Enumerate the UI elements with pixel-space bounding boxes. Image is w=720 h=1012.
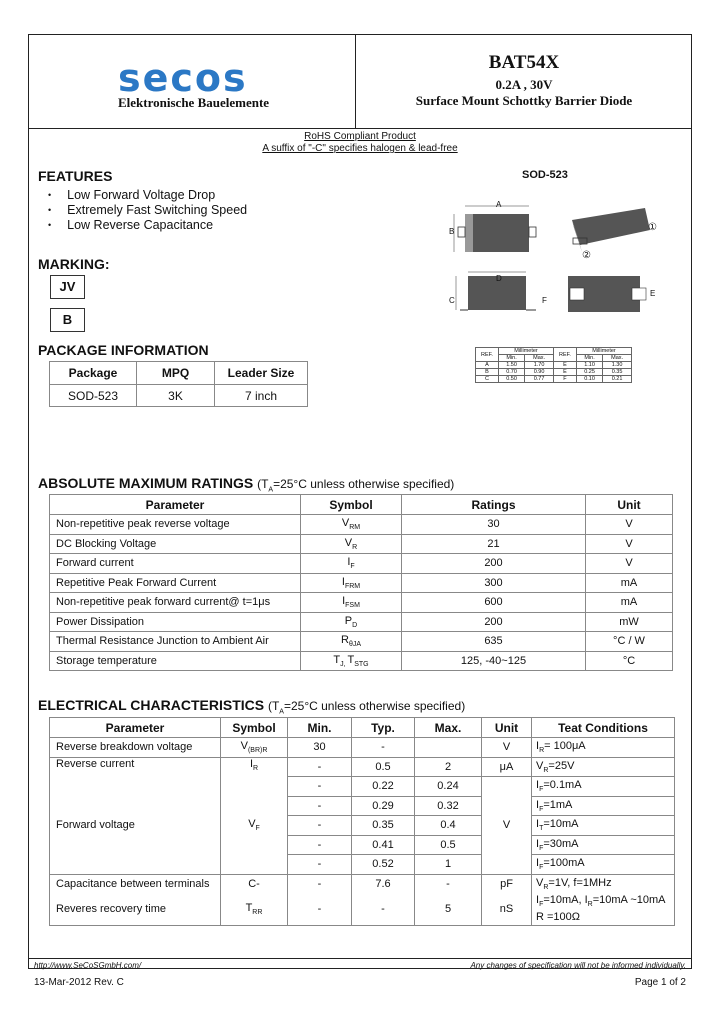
package-header: Package xyxy=(50,362,137,385)
footer-notice: Any changes of specification will not be informed individually. xyxy=(470,961,686,970)
amr-row: Non-repetitive peak forward current@ t=1μs $I_{FSM}$ 600 mA xyxy=(50,593,673,613)
amr-row: Storage temperature $T_{J,}$ $T_{STG}$ 125, -40~125 °C xyxy=(50,651,673,671)
dim-header: REF. xyxy=(553,348,576,362)
dim-cell: 1.30 xyxy=(603,362,632,369)
dim-cell: E xyxy=(553,369,576,376)
footer-url[interactable]: http://www.SeCoSGmbH.com/ xyxy=(34,961,142,970)
dim-cell: B xyxy=(476,369,499,376)
ec-row: Capacitance between terminals C- - 7.6 - pF $V_R=1V$, f=1MHz xyxy=(50,874,675,893)
ec-header: Typ. xyxy=(352,718,415,738)
ec-header: Min. xyxy=(288,718,352,738)
package-drawing xyxy=(440,190,670,330)
dim-label-d: D xyxy=(496,274,502,283)
dim-cell: 1.70 xyxy=(525,362,554,369)
ec-header: Unit xyxy=(482,718,532,738)
package-cell: 7 inch xyxy=(215,385,308,407)
part-rating: 0.2A , 30V xyxy=(495,77,553,92)
amr-row: Forward current $I_F$ 200 V xyxy=(50,554,673,574)
dim-label-e: E xyxy=(650,289,656,298)
logo: secos xyxy=(118,56,248,100)
dim-cell: E xyxy=(553,362,576,369)
pin-1-label: ① xyxy=(648,222,657,233)
feature-item: • Low Forward Voltage Drop xyxy=(48,188,215,202)
ec-header: Symbol xyxy=(221,718,288,738)
marking-title: MARKING: xyxy=(38,256,110,272)
header-divider xyxy=(28,128,692,129)
dim-cell: 0.77 xyxy=(525,376,554,383)
dim-header: Min. xyxy=(576,355,602,362)
amr-title: ABSOLUTE MAXIMUM RATINGS ($T_A=25^\circ C$ unless otherwise specified) xyxy=(38,475,455,494)
amr-row: Repetitive Peak Forward Current $I_{FRM}$ 300 mA xyxy=(50,573,673,593)
rohs-line-1: RoHS Compliant Product xyxy=(304,131,416,142)
package-cell: 3K xyxy=(137,385,215,407)
dim-header: Millimeter xyxy=(499,348,554,355)
dim-header: Millimeter xyxy=(576,348,631,355)
amr-row: Non-repetitive peak reverse voltage $V_{RM}$ 30 V xyxy=(50,515,673,535)
dim-label-c: C xyxy=(449,296,455,305)
amr-header: Symbol xyxy=(301,495,402,515)
pin-2-label: ② xyxy=(582,250,591,261)
footer-divider xyxy=(28,958,692,959)
ec-row: - 0.29 0.32 $I_F=1mA$ xyxy=(50,796,675,816)
dim-header: Max. xyxy=(525,355,554,362)
dim-cell: 0.25 xyxy=(576,369,602,376)
features-title: FEATURES xyxy=(38,168,113,184)
dim-header: REF. xyxy=(476,348,499,362)
dim-cell: 1.10 xyxy=(576,362,602,369)
logo-subtitle: Elektronische Bauelemente xyxy=(118,95,270,110)
ec-row: - 0.41 0.5 $I_F=30mA$ xyxy=(50,835,675,855)
package-cell: SOD-523 xyxy=(50,385,137,407)
amr-header: Parameter xyxy=(50,495,301,515)
footer-page: Page 1 of 2 xyxy=(634,977,686,988)
ec-title: ELECTRICAL CHARACTERISTICS ($T_A=25^\circ C$ unless otherwise specified) xyxy=(38,697,466,716)
dim-label-f: F xyxy=(542,296,547,305)
amr-table xyxy=(49,494,673,671)
ec-header: Max. xyxy=(415,718,482,738)
ec-table xyxy=(49,717,675,926)
ec-row: Reverse current $I_R$ - 0.5 2 μA $V_R=25V$ xyxy=(50,757,675,777)
dim-cell: 0.70 xyxy=(499,369,525,376)
amr-row: DC Blocking Voltage $V_R$ 21 V xyxy=(50,534,673,554)
amr-row: Thermal Resistance Junction to Ambient Air $R_{\theta JA}$ 635 °C / W xyxy=(50,632,673,652)
marking-code: JV xyxy=(50,275,85,299)
ec-row: Reverse breakdown voltage $V_{(BR)R}$ 30 - V $I_R= 100\mu A$ xyxy=(50,738,675,758)
package-header: Leader Size xyxy=(215,362,308,385)
dim-cell: C xyxy=(476,376,499,383)
package-header: MPQ xyxy=(137,362,215,385)
rohs-line-2: A suffix of "-C" specifies halogen & lead-free xyxy=(262,143,458,154)
footer-date: 13-Mar-2012 Rev. C xyxy=(34,977,124,988)
ec-header: Teat Conditions xyxy=(532,718,675,738)
dim-label-b: B xyxy=(449,227,455,236)
package-table xyxy=(49,361,308,407)
dim-cell: A xyxy=(476,362,499,369)
marking-code: B xyxy=(50,308,85,332)
part-description: Surface Mount Schottky Barrier Diode xyxy=(415,93,633,108)
dim-cell: 0.10 xyxy=(576,376,602,383)
ec-header: Parameter xyxy=(50,718,221,738)
dim-header: Max. xyxy=(603,355,632,362)
ec-row: Forward voltage $V_F$ - 0.22 0.24 V $I_F=0.1mA$ xyxy=(50,777,675,797)
ec-row: - 0.52 1 $I_F=100mA$ xyxy=(50,855,675,875)
dim-cell: 0.21 xyxy=(603,376,632,383)
ec-row: - 0.35 0.4 $I_T=10mA$ xyxy=(50,816,675,836)
dim-cell: 0.90 xyxy=(525,369,554,376)
dimension-table xyxy=(475,347,632,383)
dim-header: Min. xyxy=(499,355,525,362)
dim-cell: 0.35 xyxy=(603,369,632,376)
feature-item: • Low Reverse Capacitance xyxy=(48,218,213,232)
dim-label-a: A xyxy=(496,200,502,209)
dim-cell: 0.50 xyxy=(499,376,525,383)
feature-item: • Extremely Fast Switching Speed xyxy=(48,203,247,217)
amr-header: Unit xyxy=(586,495,673,515)
amr-header: Ratings xyxy=(402,495,586,515)
dim-cell: 1.50 xyxy=(499,362,525,369)
part-number: BAT54X xyxy=(488,52,560,73)
package-drawing-title: SOD-523 xyxy=(522,169,568,181)
ec-row: Reveres recovery time $T_{RR}$ - - 5 nS $I_F=10mA$, $I_R=10mA$ ~10mA R =100Ω xyxy=(50,893,675,925)
dim-cell: F xyxy=(553,376,576,383)
package-info-title: PACKAGE INFORMATION xyxy=(38,342,209,358)
amr-row: Power Dissipation $P_D$ 200 mW xyxy=(50,612,673,632)
